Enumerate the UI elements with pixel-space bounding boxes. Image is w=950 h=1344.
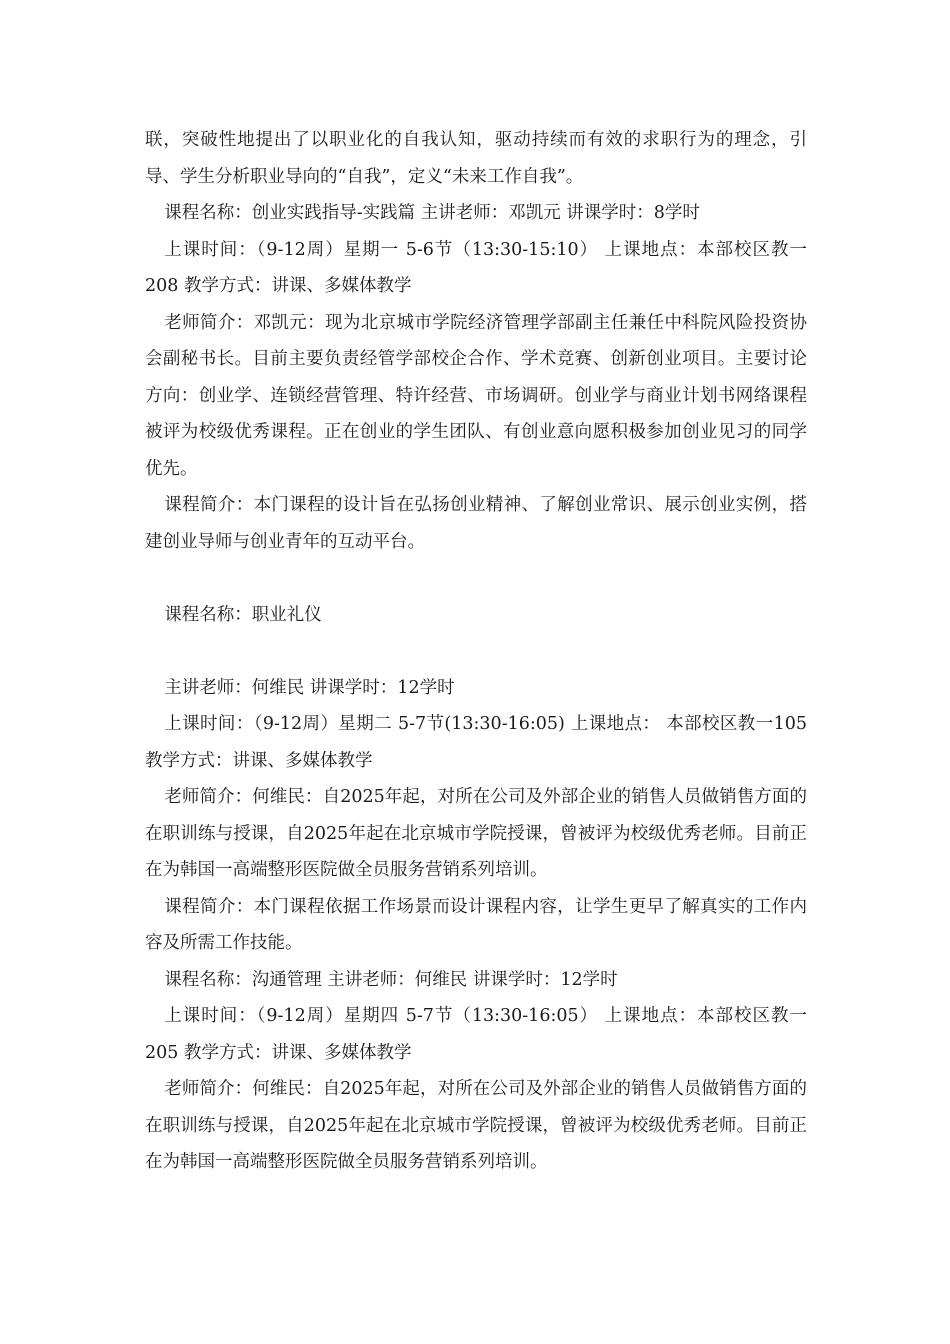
paragraph-schedule-entrepreneurship: 上课时间：（9-12周）星期一 5-6节（13:30-15:10） 上课地点：本部校区教一208 教学方式：讲课、多媒体教学 xyxy=(145,239,807,296)
blank-line xyxy=(145,633,807,670)
paragraph-course-title-communication: 课程名称：沟通管理 主讲老师：何维民 讲课学时：12学时 xyxy=(164,969,618,990)
paragraph-teacher-hours-etiquette: 主讲老师：何维民 讲课学时：12学时 xyxy=(164,677,455,698)
paragraph-course-intro-entrepreneurship: 课程简介：本门课程的设计旨在弘扬创业精神、了解创业常识、展示创业实例，搭建创业导师与创业青年的互动平台。 xyxy=(145,495,807,552)
paragraph-schedule-communication: 上课时间：（9-12周）星期四 5-7节（13:30-16:05） 上课地点：本部校区教一205 教学方式：讲课、多媒体教学 xyxy=(145,1006,807,1063)
paragraph-schedule-etiquette: 上课时间：（9-12周）星期二 5-7节(13:30-16:05) 上课地点： 本部校区教一105 教学方式：讲课、多媒体教学 xyxy=(145,714,807,771)
paragraph-teacher-intro-he: 老师简介：何维民：自2025年起，对所在公司及外部企业的销售人员做销售方面的在职训练与授课，自2025年起在北京城市学院授课，曾被评为校级优秀老师。目前正在为韩国一高端整形医院做全员服务营销系列培训。 xyxy=(145,787,807,880)
paragraph-continuation-career-self: 联，突破性地提出了以职业化的自我认知，驱动持续而有效的求职行为的理念，引导、学生分析职业导向的“自我”，定义“未来工作自我”。 xyxy=(145,130,807,187)
paragraph-course-title-etiquette: 课程名称：职业礼仪 xyxy=(164,604,322,625)
paragraph-course-intro-etiquette: 课程简介：本门课程依据工作场景而设计课程内容，让学生更早了解真实的工作内容及所需工作技能。 xyxy=(145,896,807,953)
paragraph-course-title-entrepreneurship: 课程名称：创业实践指导-实践篇 主讲老师：邓凯元 讲课学时：8学时 xyxy=(164,203,700,223)
blank-line xyxy=(145,560,807,597)
document-page xyxy=(145,122,807,1181)
paragraph-teacher-intro-he-2: 老师简介：何维民：自2025年起，对所在公司及外部企业的销售人员做销售方面的在职训练与授课，自2025年起在北京城市学院授课，曾被评为校级优秀老师。目前正在为韩国一高端整形医院做全员服务营销系列培训。 xyxy=(145,1079,807,1172)
paragraph-teacher-intro-deng: 老师简介：邓凯元：现为北京城市学院经济管理学部副主任兼任中科院风险投资协会副秘书长。目前主要负责经管学部校企合作、学术竞赛、创新创业项目。主要讨论方向：创业学、连锁经营管理、特许经营、市场调研。创业学与商业计划书网络课程被评为校级优秀课程。正在创业的学生团队、有创业意向愿积极参加创业见习的同学优先。 xyxy=(145,312,807,479)
